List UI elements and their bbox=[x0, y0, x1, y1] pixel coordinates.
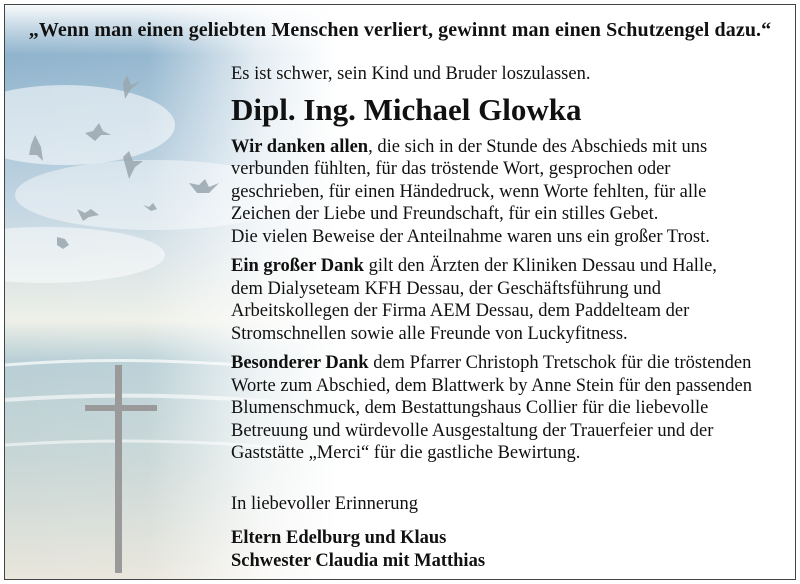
signature-line: Eltern Edelburg und Klaus bbox=[231, 528, 447, 548]
signatures bbox=[231, 527, 791, 572]
paragraph-lead: Ein großer Dank bbox=[231, 256, 364, 276]
paragraph-line: gilt den Ärzten der Kliniken Dessau und Halle, bbox=[363, 256, 717, 276]
thanks-paragraph bbox=[231, 255, 791, 345]
motto-quote: „Wenn man einen geliebten Menschen verliert, gewinnt man einen Schutzengel dazu.“ bbox=[28, 19, 772, 41]
paragraph-line: Blumenschmuck, dem Bestattungshaus Collier für die liebevolle bbox=[231, 398, 709, 418]
closing-line: In liebevoller Erinnerung bbox=[231, 493, 418, 514]
paragraph-line: Arbeitskollegen der Firma AEM Dessau, dem Paddelteam der bbox=[231, 301, 690, 321]
paragraph-lead: Besonderer Dank bbox=[231, 353, 369, 373]
paragraph-line: dem Dialyseteam KFH Dessau, der Geschäftsführung und bbox=[231, 278, 662, 299]
paragraph-line: Gaststätte „Merci“ für die gastliche Bewirtung. bbox=[231, 443, 581, 463]
thanks-paragraph bbox=[231, 136, 791, 249]
paragraph-line: , die sich in der Stunde des Abschieds mit uns bbox=[368, 136, 708, 157]
intro-line: Es ist schwer, sein Kind und Bruder loszulassen. bbox=[231, 64, 591, 84]
thanks-paragraph bbox=[231, 352, 791, 465]
paragraph-line: Betreuung und würdevolle Ausgestaltung der Trauerfeier und der bbox=[231, 420, 714, 441]
paragraph-line: Stromschnellen sowie alle Freunde von Luckyfitness. bbox=[231, 323, 628, 344]
paragraph-line: geschrieben, für einen Händedruck, wenn Worte fehlten, für alle bbox=[231, 181, 707, 202]
obituary-text bbox=[231, 63, 791, 572]
paragraph-line: dem Pfarrer Christoph Tretschok für die tröstenden bbox=[368, 353, 752, 373]
signature-line: Schwester Claudia mit Matthias bbox=[231, 550, 486, 571]
deceased-name: Dipl. Ing. Michael Glowka bbox=[231, 91, 582, 127]
paragraph-line: verbunden fühlten, für das tröstende Wort, gesprochen oder bbox=[231, 159, 671, 179]
obituary-card bbox=[4, 4, 796, 580]
paragraph-line: Die vielen Beweise der Anteilnahme waren uns ein großer Trost. bbox=[231, 226, 710, 247]
paragraph-line: Zeichen der Liebe und Freundschaft, für ein stilles Gebet. bbox=[231, 204, 659, 224]
paragraph-lead: Wir danken allen bbox=[231, 136, 369, 157]
paragraph-line: Worte zum Abschied, dem Blattwerk by Anne Stein für den passenden bbox=[231, 375, 753, 396]
